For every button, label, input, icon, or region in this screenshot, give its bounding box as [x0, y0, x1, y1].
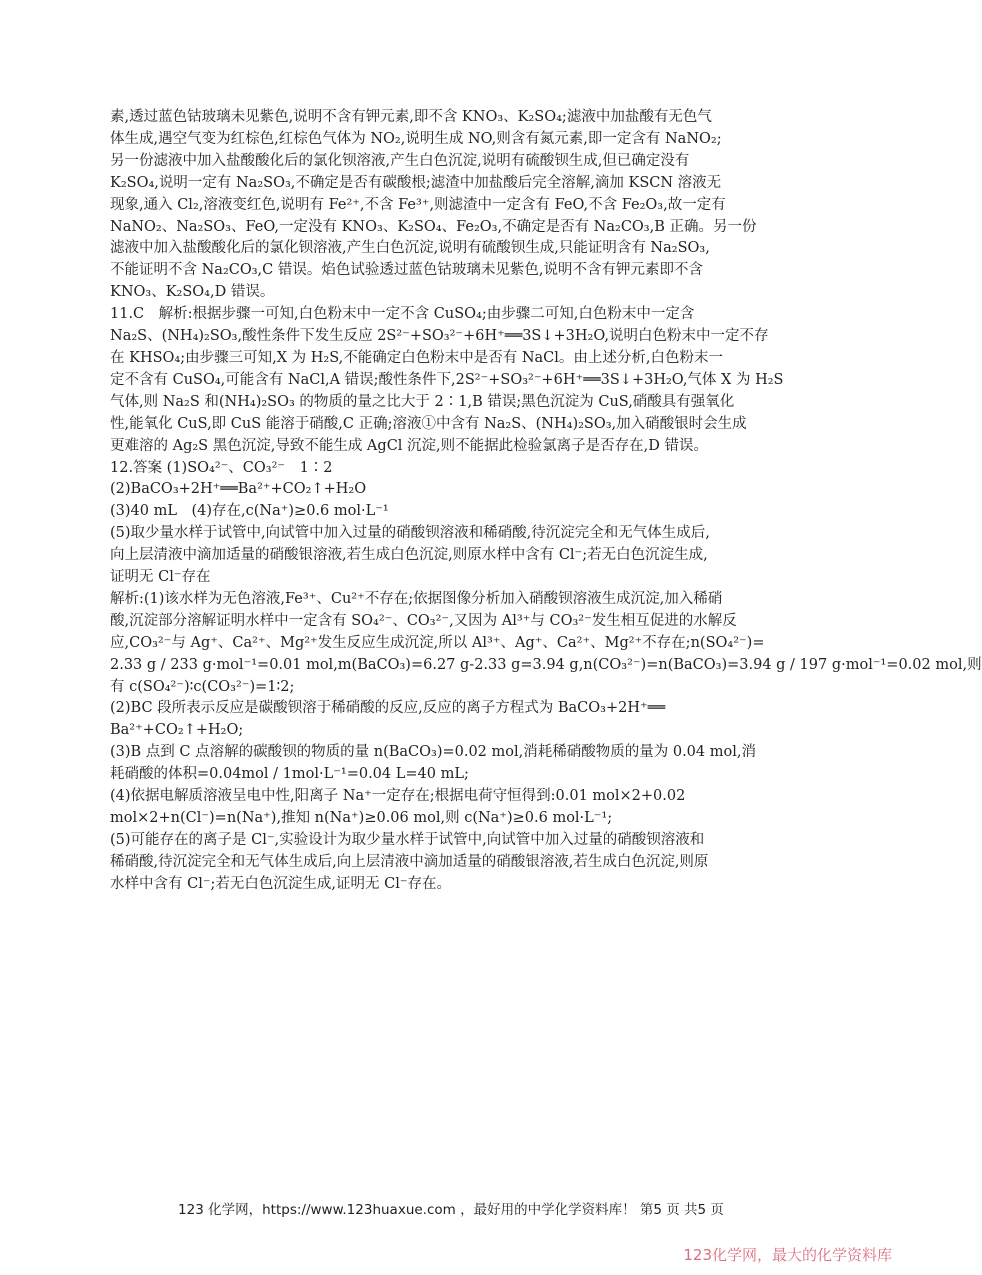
text-line: 气体,则 Na₂S 和(NH₄)₂SO₃ 的物质的量之比大于 2∶1,B 错误;黑色沉淀为 CuS,硝酸具有强氧化: [110, 393, 735, 410]
text-line: 应,CO₃²⁻与 Ag⁺、Ca²⁺、Mg²⁺发生反应生成沉淀,所以 Al³⁺、Ag⁺、Ca²⁺、Mg²⁺不存在;n(SO₄²⁻)=: [110, 634, 765, 651]
text-line: (4)依据电解质溶液呈电中性,阳离子 Na⁺一定存在;根据电荷守恒得到:0.01 mol×2+0.02: [110, 788, 686, 805]
text-line: 现象,通入 Cl₂,溶液变红色,说明有 Fe²⁺,不含 Fe³⁺,则滤渣中一定含有 FeO,不含 Fe₂O₃,故一定有: [110, 196, 726, 213]
document-body: [110, 107, 982, 896]
text-line: 稀硝酸,待沉淀完全和无气体生成后,向上层清液中滴加适量的硝酸银溶液,若生成白色沉淀,则原: [110, 853, 709, 870]
text-line: (5)取少量水样于试管中,向试管中加入过量的硝酸钡溶液和稀硝酸,待沉淀完全和无气体生成后,: [110, 525, 710, 542]
text-line: 2.33 g / 233 g·mol⁻¹=0.01 mol,m(BaCO₃)=6.27 g-2.33 g=3.94 g,n(CO₃²⁻)=n(BaCO₃)=3.94 g / 197 g·mol⁻¹=0.02 mol,则: [110, 656, 982, 673]
text-line: (2)BC 段所表示反应是碳酸钡溶于稀硝酸的反应,反应的离子方程式为 BaCO₃+2H⁺══: [110, 700, 666, 717]
text-line: NaNO₂、Na₂SO₃、FeO,一定没有 KNO₃、K₂SO₄、Fe₂O₃,不确定是否有 Na₂CO₃,B 正确。另一份: [110, 218, 757, 235]
text-line: 体生成,遇空气变为红棕色,红棕色气体为 NO₂,说明生成 NO,则含有氮元素,即一定含有 NaNO₂;: [110, 130, 722, 147]
text-line: 证明无 Cl⁻存在: [110, 569, 211, 586]
text-line: 定不含有 CuSO₄,可能含有 NaCl,A 错误;酸性条件下,2S²⁻+SO₃²⁻+6H⁺══3S↓+3H₂O,气体 X 为 H₂S: [110, 371, 784, 388]
text-line: (5)可能存在的离子是 Cl⁻,实验设计为取少量水样于试管中,向试管中加入过量的硝酸钡溶液和: [110, 831, 705, 848]
text-line: 酸,沉淀部分溶解证明水样中一定含有 SO₄²⁻、CO₃²⁻,又因为 Al³⁺与 CO₃²⁻发生相互促进的水解反: [110, 612, 737, 629]
text-line: 滤液中加入盐酸酸化后的氯化钡溶液,产生白色沉淀,说明有硫酸钡生成,只能证明含有 Na₂SO₃,: [110, 240, 710, 257]
watermark: 123化学网，最大的化学资料库: [683, 1246, 892, 1264]
text-line: Na₂S、(NH₄)₂SO₃,酸性条件下发生反应 2S²⁻+SO₃²⁻+6H⁺══3S↓+3H₂O,说明白色粉末中一定不存: [110, 328, 769, 345]
analysis-heading: 解析:(1)该水样为无色溶液,Fe³⁺、Cu²⁺不存在;依据图像分析加入硝酸钡溶液生成沉淀,加入稀硝: [110, 590, 723, 607]
text-line: KNO₃、K₂SO₄,D 错误。: [110, 284, 275, 301]
text-line: 不能证明不含 Na₂CO₃,C 错误。焰色试验透过蓝色钴玻璃未见紫色,说明不含有钾元素即不含: [110, 262, 703, 279]
text-line: Ba²⁺+CO₂↑+H₂O;: [110, 722, 244, 739]
question-11-answer: 11.C 解析:根据步骤一可知,白色粉末中一定不含 CuSO₄;由步骤二可知,白色粉末中一定含: [110, 306, 695, 323]
text-line: (3)B 点到 C 点溶解的碳酸钡的物质的量 n(BaCO₃)=0.02 mol,消耗稀硝酸物质的量为 0.04 mol,消: [110, 744, 756, 761]
text-line: 耗硝酸的体积=0.04mol / 1mol·L⁻¹=0.04 L=40 mL;: [110, 766, 469, 783]
text-line: 有 c(SO₄²⁻)∶c(CO₃²⁻)=1∶2;: [110, 678, 295, 695]
text-line: (2)BaCO₃+2H⁺══Ba²⁺+CO₂↑+H₂O: [110, 481, 367, 498]
text-line: 在 KHSO₄;由步骤三可知,X 为 H₂S,不能确定白色粉末中是否有 NaCl。由上述分析,白色粉末一: [110, 349, 724, 366]
text-line: 性,能氧化 CuS,即 CuS 能溶于硝酸,C 正确;溶液①中含有 Na₂S、(NH₄)₂SO₃,加入硝酸银时会生成: [110, 415, 747, 432]
question-12-answer: 12.答案 (1)SO₄²⁻、CO₃²⁻ 1∶2: [110, 459, 333, 476]
page-footer: 123 化学网，https://www.123huaxue.com ，最好用的中学化学资料库！ 第5 页 共5 页: [178, 1202, 724, 1218]
text-line: 向上层清液中滴加适量的硝酸银溶液,若生成白色沉淀,则原水样中含有 Cl⁻;若无白色沉淀生成,: [110, 547, 708, 564]
text-line: 水样中含有 Cl⁻;若无白色沉淀生成,证明无 Cl⁻存在。: [110, 875, 451, 892]
text-line: mol×2+n(Cl⁻)=n(Na⁺),推知 n(Na⁺)≥0.06 mol,则 c(Na⁺)≥0.6 mol·L⁻¹;: [110, 810, 613, 826]
text-line: 另一份滤液中加入盐酸酸化后的氯化钡溶液,产生白色沉淀,说明有硫酸钡生成,但已确定没有: [110, 152, 690, 169]
text-line: 更难溶的 Ag₂S 黑色沉淀,导致不能生成 AgCl 沉淀,则不能据此检验氯离子是否存在,D 错误。: [110, 437, 708, 454]
text-line: 素,透过蓝色钴玻璃未见紫色,说明不含有钾元素,即不含 KNO₃、K₂SO₄;滤液中加盐酸有无色气: [110, 109, 712, 125]
text-line: K₂SO₄,说明一定有 Na₂SO₃,不确定是否有碳酸根;滤渣中加盐酸后完全溶解,滴加 KSCN 溶液无: [110, 174, 722, 191]
text-line: (3)40 mL (4)存在,c(Na⁺)≥0.6 mol·L⁻¹: [110, 503, 389, 520]
